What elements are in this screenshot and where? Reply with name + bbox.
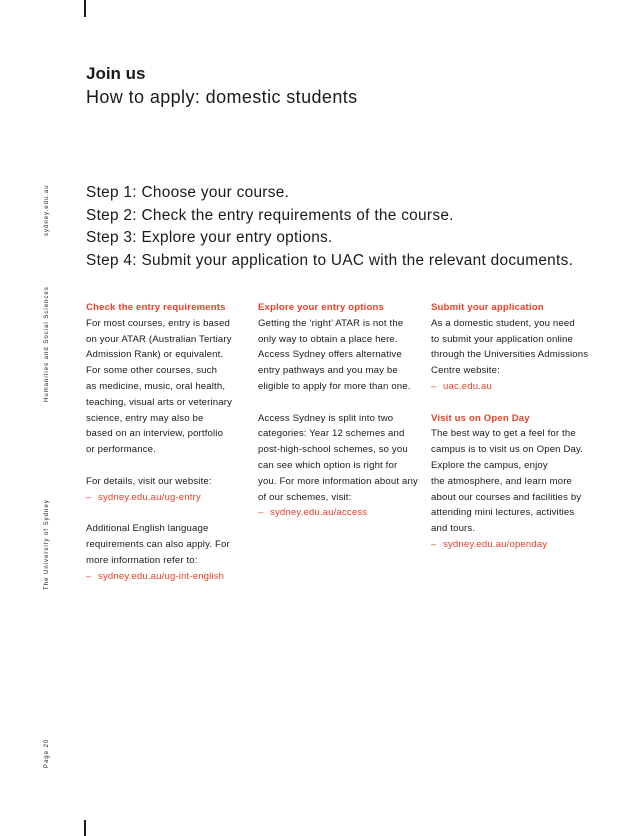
step-item: Step 4: Submit your application to UAC with the relevant documents. (86, 251, 574, 269)
dash-icon: – (258, 507, 264, 519)
page-heading (86, 63, 358, 109)
body-line: For details, visit our website: (86, 475, 212, 487)
page-subtitle: How to apply: domestic students (86, 87, 358, 107)
step-item: Step 3: Explore your entry options. (86, 229, 333, 246)
link-text: sydney.edu.au/ug-entry (98, 491, 201, 503)
body-line: categories: Year 12 schemes and (258, 428, 405, 440)
website-label: sydney.edu.au (44, 184, 50, 236)
column-title: Submit your application (431, 302, 544, 313)
body-line: Admission Rank) or equivalent. (86, 349, 224, 361)
link-text: sydney.edu.au/ug-int-english (98, 570, 225, 582)
body-line: For some other courses, such (86, 365, 218, 377)
body-line: entry pathways and you may be (258, 365, 398, 377)
body-line: post-high-school schemes, so you (258, 444, 408, 456)
dash-icon: – (431, 538, 437, 550)
column-submit-application (431, 300, 601, 553)
body-line: to submit your application online (431, 333, 574, 345)
column-title: Explore your entry options (258, 302, 384, 313)
crop-mark-bottom (84, 820, 86, 836)
body-line: teaching, visual arts or veterinary (86, 396, 233, 408)
link-ug-int-english[interactable] (86, 569, 244, 585)
body-line: Centre website: (431, 365, 500, 377)
column-entry-requirements (86, 300, 244, 584)
column-title: Check the entry requirements (86, 302, 226, 313)
university-name: The University of Sydney (44, 499, 50, 590)
link-ug-entry[interactable] (86, 490, 244, 506)
dash-icon: – (86, 491, 92, 503)
body-line: and tours. (431, 523, 476, 535)
body-line: as medicine, music, oral health, (86, 380, 226, 392)
column-entry-options (258, 300, 428, 521)
body-line: As a domestic student, you need (431, 317, 575, 329)
page-number: Page 20 (44, 738, 50, 768)
body-line: science, entry may also be (86, 412, 204, 424)
step-item: Step 2: Check the entry requirements of the course. (86, 206, 454, 224)
body-line: For most courses, entry is based (86, 317, 230, 329)
body-line: on your ATAR (Australian Tertiary (86, 333, 232, 345)
body-line: Explore the campus, enjoy (431, 459, 548, 471)
body-line: campus is to visit us on Open Day. (431, 444, 584, 456)
body-line: can see which option is right for (258, 459, 398, 471)
link-text: sydney.edu.au/access (270, 507, 368, 519)
body-line: you. For more information about any (258, 475, 418, 487)
page-title: Join us (86, 64, 146, 83)
link-access[interactable] (258, 505, 428, 521)
body-line: Access Sydney offers alternative (258, 349, 402, 361)
body-line: through the Universities Admissions (431, 349, 589, 361)
dash-icon: – (431, 380, 437, 392)
body-line: based on an interview, portfolio (86, 428, 224, 440)
body-line: eligible to apply for more than one. (258, 380, 411, 392)
column-title: Visit us on Open Day (431, 412, 530, 424)
body-line: Getting the ‘right’ ATAR is not the (258, 317, 404, 329)
body-line: attending mini lectures, activities (431, 507, 575, 519)
body-line: the atmosphere, and learn more (431, 475, 573, 487)
link-uac[interactable] (431, 379, 601, 395)
link-text: uac.edu.au (443, 380, 492, 392)
body-line: about our courses and facilities by (431, 491, 582, 503)
step-item: Step 1: Choose your course. (86, 184, 290, 201)
body-line: of our schemes, visit: (258, 491, 352, 503)
faculty-name: Humanities and Social Sciences (44, 286, 50, 402)
body-line: more information refer to: (86, 554, 198, 566)
body-line: Access Sydney is split into two (258, 412, 394, 424)
dash-icon: – (86, 570, 92, 582)
body-line: only way to obtain a place here. (258, 333, 398, 345)
crop-mark-top (84, 0, 86, 17)
body-line: Additional English language (86, 523, 209, 535)
body-line: requirements can also apply. For (86, 538, 230, 550)
link-text: sydney.edu.au/openday (443, 538, 548, 550)
body-line: The best way to get a feel for the (431, 428, 576, 440)
link-openday[interactable] (431, 537, 601, 553)
body-line: or performance. (86, 444, 156, 456)
steps-list (86, 182, 573, 272)
